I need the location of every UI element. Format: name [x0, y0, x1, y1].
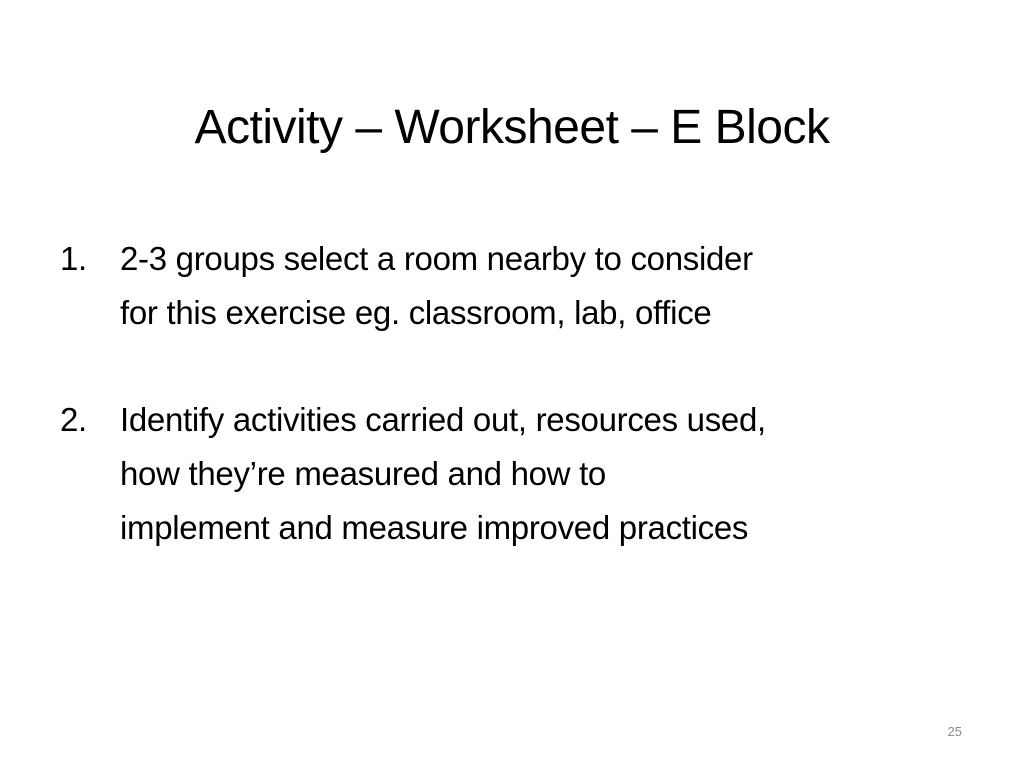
list-item-number: 1. — [60, 240, 87, 277]
list-item — [60, 232, 980, 340]
list-item — [60, 393, 980, 555]
slide-number: 25 — [947, 724, 962, 739]
slide-title: Activity – Worksheet – E Block — [194, 101, 830, 154]
list-item-text: Identify activities carried out, resources used, how they’re measured and how to implement and measure improved practices — [120, 401, 766, 546]
list-item-text: 2-3 groups select a room nearby to consider for this exercise eg. classroom, lab, office — [120, 240, 753, 331]
list-item-number: 2. — [60, 401, 87, 438]
numbered-list — [60, 232, 980, 555]
